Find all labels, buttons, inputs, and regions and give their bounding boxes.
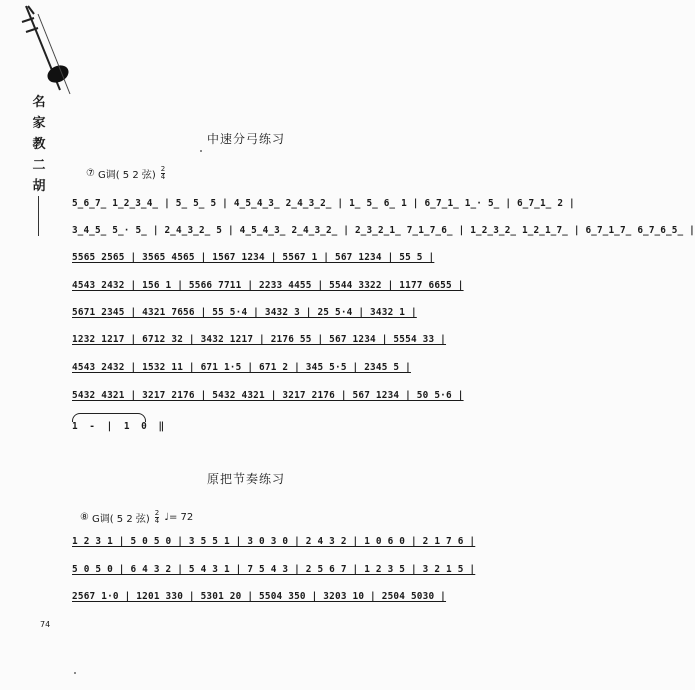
time-top: 2 bbox=[160, 165, 166, 173]
score-row: 5̲6̲7̲ 1̲2̲3̲4̲ | 5̲ 5̲ 5 | 4̲5̲4̲3̲ 2̲4̲3̲2̲ | 1̲ 5̲ 6̲ 1 | 6̲7̲1̲ 1̲· 5̲ | 6̲7̲1̲ 2 | bbox=[72, 198, 575, 209]
side-title-char: 教 bbox=[32, 137, 46, 152]
score-row: 1232 1217 | 6712 32 | 3432 1217 | 2176 55 | 567 1234 | 5554 33 | bbox=[72, 334, 447, 345]
score-row: 3̲4̲5̲ 5̲· 5̲ | 2̲4̲3̲2̲ 5 | 4̲5̲4̲3̲ 2̲4̲3̲2̲ | 2̲3̲2̲1̲ 7̲1̲7̲6̲ | 1̲2̲3̲2̲ 1̲2̲1̲7̲ | 6̲7̲1̲7̲ 6̲7̲6̲5̲ | bbox=[72, 225, 695, 236]
score-row: 1 - | 1 0 ‖ bbox=[72, 421, 168, 432]
time-signature bbox=[161, 166, 165, 181]
page-number: 74 bbox=[40, 620, 51, 629]
side-title-char: 胡 bbox=[32, 179, 46, 194]
score-row: 5565 2565 | 3565 4565 | 1567 1234 | 5567 1 | 567 1234 | 55 5 | bbox=[72, 252, 435, 263]
score-row: 5 0 5 0 | 6 4 3 2 | 5 4 3 1 | 7 5 4 3 | 2 5 6 7 | 1 2 3 5 | 3 2 1 5 | bbox=[72, 564, 476, 575]
score-row: 4543 2432 | 1532 11 | 671 1·5 | 671 2 | 345 5·5 | 2345 5 | bbox=[72, 362, 411, 373]
score-row: 5432 4321 | 3217 2176 | 5432 4321 | 3217 2176 | 567 1234 | 50 5·6 | bbox=[72, 390, 464, 401]
key-signature-2 bbox=[80, 510, 193, 525]
exercise-number: ⑦ bbox=[86, 168, 95, 179]
key-label: G调( 5 2 弦) bbox=[91, 514, 150, 525]
section-title-2: 原把节奏练习 bbox=[206, 472, 285, 486]
key-label: G调( 5 2 弦) bbox=[97, 170, 156, 181]
section-title-1: 中速分弓练习 bbox=[206, 132, 285, 146]
side-title-char: 名 bbox=[32, 95, 46, 110]
exercise-number: ⑧ bbox=[80, 512, 89, 523]
time-bottom: 4 bbox=[160, 173, 166, 181]
score-row: 5671 2345 | 4321 7656 | 55 5·4 | 3432 3 | 25 5·4 | 3432 1 | bbox=[72, 307, 417, 318]
side-title-char: 二 bbox=[32, 158, 46, 173]
tempo-marking: ♩= 72 bbox=[164, 512, 194, 523]
scan-speck bbox=[200, 150, 202, 152]
time-signature bbox=[155, 510, 159, 525]
score-row: 2567 1·0 | 1201 330 | 5301 20 | 5504 350 | 3203 10 | 2504 5030 | bbox=[72, 591, 447, 602]
score-row: 4543 2432 | 156 1 | 5566 7711 | 2233 4455 | 5544 3322 | 1177 6655 | bbox=[72, 280, 464, 291]
side-divider bbox=[38, 196, 39, 236]
scan-speck bbox=[74, 672, 76, 674]
erhu-illustration bbox=[8, 4, 78, 100]
key-signature-1 bbox=[86, 166, 167, 181]
side-title-char: 家 bbox=[32, 116, 46, 131]
time-top: 2 bbox=[154, 509, 160, 517]
time-bottom: 4 bbox=[154, 517, 160, 525]
score-row: 1 2 3 1 | 5 0 5 0 | 3 5 5 1 | 3 0 3 0 | 2 4 3 2 | 1 0 6 0 | 2 1 7 6 | bbox=[72, 536, 476, 547]
